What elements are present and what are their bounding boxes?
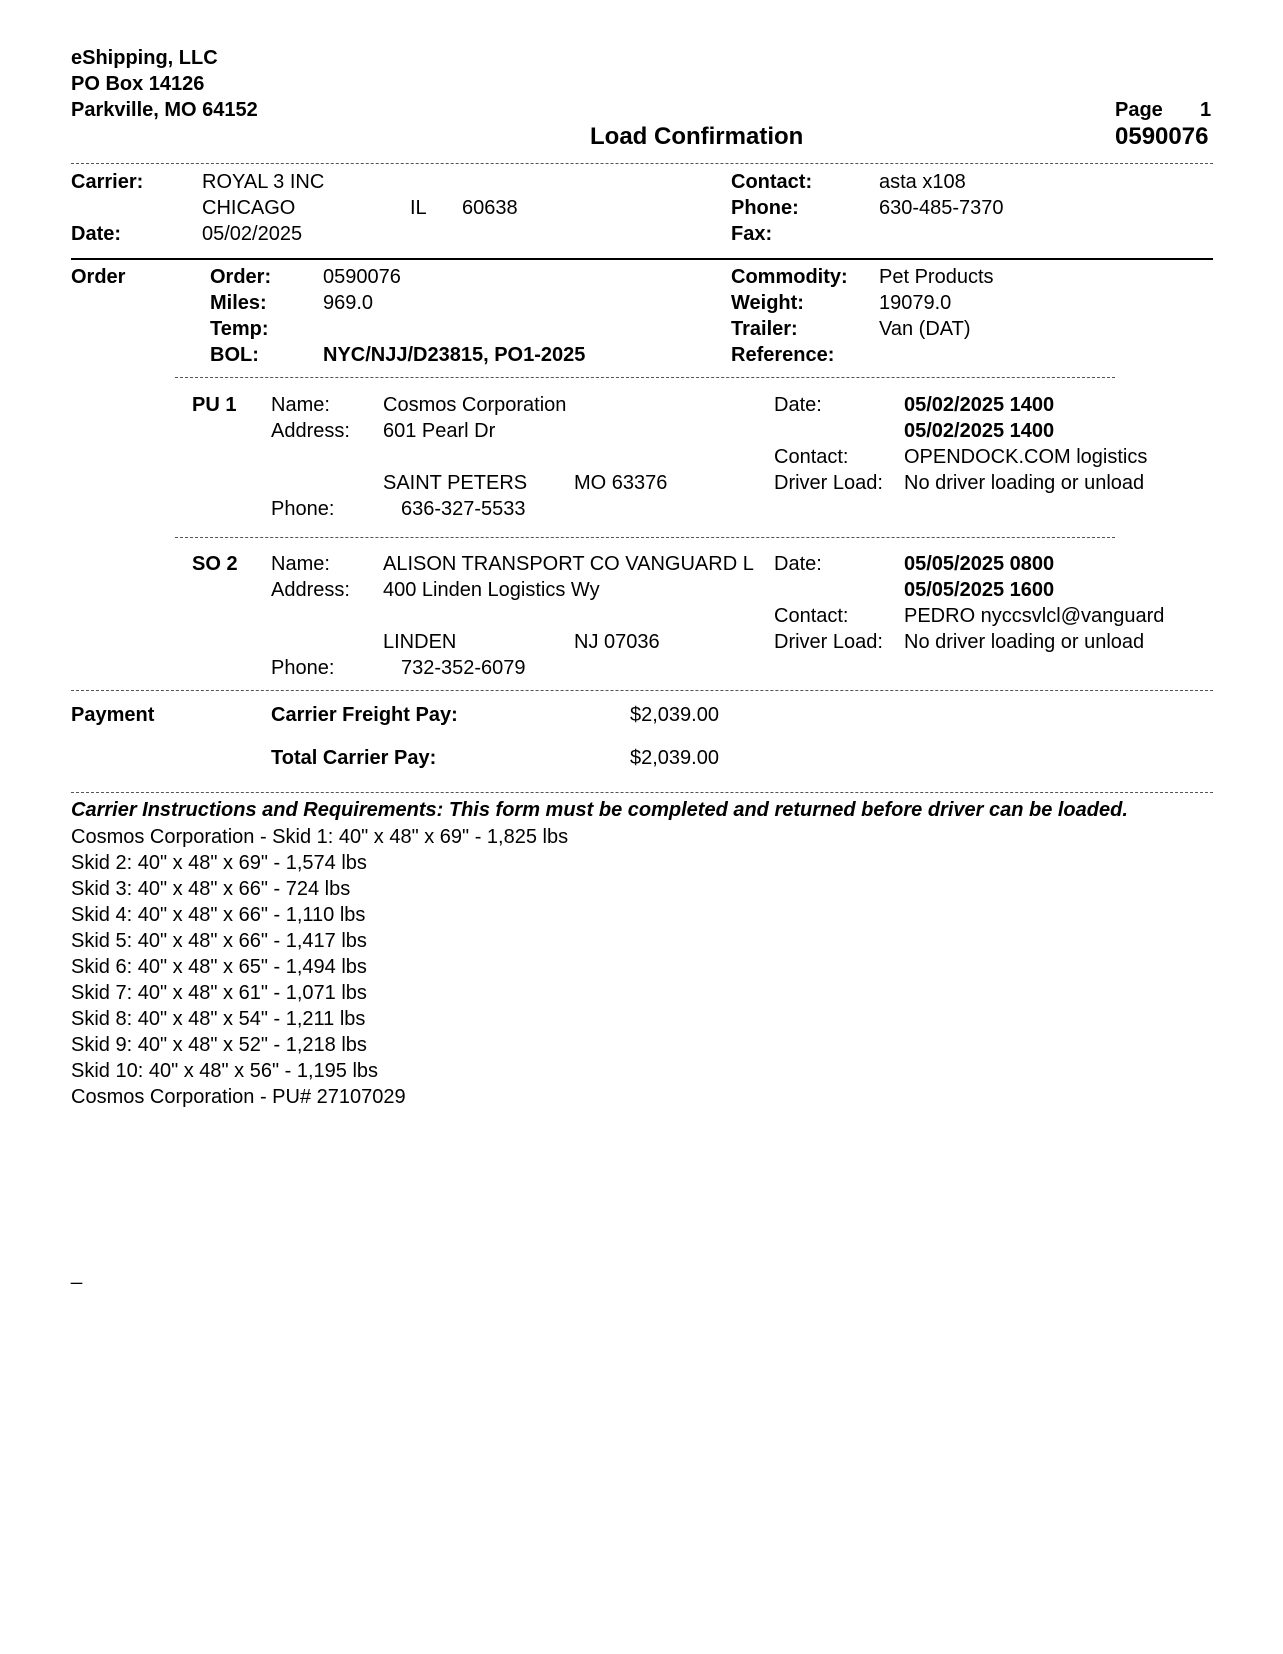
temp-label: Temp:	[210, 318, 269, 340]
instruction-line: Skid 3: 40" x 48" x 66" - 724 lbs	[71, 878, 351, 900]
instruction-line: Skid 2: 40" x 48" x 69" - 1,574 lbs	[71, 852, 367, 874]
instructions-list	[71, 824, 568, 1110]
stop-phone: 636-327-5533	[401, 498, 526, 520]
stop-driver-load-label: Driver Load:	[774, 631, 883, 653]
phone-label: Phone:	[731, 197, 799, 219]
stop-name-label: Name:	[271, 553, 330, 575]
stop-address-label: Address:	[271, 420, 350, 442]
weight-label: Weight:	[731, 292, 804, 314]
order-label: Order:	[210, 266, 272, 288]
instruction-line: Skid 8: 40" x 48" x 54" - 1,211 lbs	[71, 1008, 366, 1030]
instruction-line: Cosmos Corporation - Skid 1: 40" x 48" x 69" - 1,825 lbs	[71, 826, 569, 848]
commodity-value: Pet Products	[879, 266, 994, 288]
carrier-date: 05/02/2025	[202, 223, 303, 245]
carrier-state: IL	[410, 197, 427, 219]
total-pay-value: $2,039.00	[630, 747, 719, 769]
stop-name: ALISON TRANSPORT CO VANGUARD L	[383, 553, 754, 575]
instruction-line: Skid 9: 40" x 48" x 52" - 1,218 lbs	[71, 1034, 367, 1056]
freight-pay-label: Carrier Freight Pay:	[271, 704, 458, 726]
carrier-zip: 60638	[462, 197, 518, 219]
stop-address: 601 Pearl Dr	[383, 420, 496, 442]
order-value: 0590076	[323, 266, 401, 288]
payment-section-label: Payment	[71, 704, 155, 726]
stop-date-to: 05/02/2025 1400	[904, 420, 1055, 442]
divider	[71, 258, 1213, 260]
stop-date-label: Date:	[774, 553, 822, 575]
instruction-line: Skid 6: 40" x 48" x 65" - 1,494 lbs	[71, 956, 367, 978]
company-address-line1: PO Box 14126	[71, 73, 205, 95]
carrier-contact: asta x108	[879, 171, 966, 193]
stop-contact-label: Contact:	[774, 605, 849, 627]
freight-pay-value: $2,039.00	[630, 704, 719, 726]
stop-address: 400 Linden Logistics Wy	[383, 579, 600, 601]
stop-state-zip: NJ 07036	[574, 631, 660, 653]
instruction-line: Cosmos Corporation - PU# 27107029	[71, 1086, 406, 1108]
bol-value: NYC/NJJ/D23815, PO1-2025	[323, 344, 586, 366]
divider	[175, 537, 1115, 538]
stop-contact-label: Contact:	[774, 446, 849, 468]
stop-contact: OPENDOCK.COM logistics	[904, 446, 1148, 468]
divider	[71, 163, 1213, 164]
instruction-line: Skid 5: 40" x 48" x 66" - 1,417 lbs	[71, 930, 367, 952]
page-label: Page	[1115, 99, 1163, 121]
stop-date-from: 05/05/2025 0800	[904, 553, 1055, 575]
stop-date-to: 05/05/2025 1600	[904, 579, 1055, 601]
stop-phone-label: Phone:	[271, 498, 335, 520]
instructions-heading: Carrier Instructions and Requirements: This form must be completed and returned before driver can be loaded.	[71, 799, 1128, 821]
stop-contact: PEDRO nyccsvlcl@vanguard	[904, 605, 1165, 627]
divider	[71, 792, 1213, 793]
stop-name: Cosmos Corporation	[383, 394, 567, 416]
trailer-value: Van (DAT)	[879, 318, 971, 340]
stop-address-label: Address:	[271, 579, 350, 601]
company-name: eShipping, LLC	[71, 47, 218, 69]
company-address-line2: Parkville, MO 64152	[71, 99, 258, 121]
stop-driver-load: No driver loading or unload	[904, 631, 1145, 653]
instruction-line: Skid 7: 40" x 48" x 61" - 1,071 lbs	[71, 982, 367, 1004]
trailing-mark: _	[71, 1263, 83, 1285]
reference-label: Reference:	[731, 344, 835, 366]
miles-label: Miles:	[210, 292, 267, 314]
carrier-phone: 630-485-7370	[879, 197, 1004, 219]
order-number-header: 0590076	[1115, 123, 1209, 150]
commodity-label: Commodity:	[731, 266, 848, 288]
instruction-line: Skid 4: 40" x 48" x 66" - 1,110 lbs	[71, 904, 366, 926]
stop-phone: 732-352-6079	[401, 657, 526, 679]
carrier-label: Carrier:	[71, 171, 144, 193]
divider	[71, 690, 1213, 691]
bol-label: BOL:	[210, 344, 259, 366]
miles-value: 969.0	[323, 292, 374, 314]
stop-phone-label: Phone:	[271, 657, 335, 679]
stop-date-from: 05/02/2025 1400	[904, 394, 1055, 416]
trailer-label: Trailer:	[731, 318, 798, 340]
stop-code: PU 1	[192, 394, 237, 416]
stop-date-label: Date:	[774, 394, 822, 416]
total-pay-label: Total Carrier Pay:	[271, 747, 437, 769]
divider	[175, 377, 1115, 378]
stop-code: SO 2	[192, 553, 238, 575]
page-number: 1	[1200, 99, 1212, 121]
stop-city: LINDEN	[383, 631, 457, 653]
contact-label: Contact:	[731, 171, 813, 193]
stop-city: SAINT PETERS	[383, 472, 528, 494]
fax-label: Fax:	[731, 223, 773, 245]
date-label: Date:	[71, 223, 122, 245]
instruction-line: Skid 10: 40" x 48" x 56" - 1,195 lbs	[71, 1060, 379, 1082]
page-title: Load Confirmation	[590, 123, 804, 150]
weight-value: 19079.0	[879, 292, 952, 314]
carrier-name: ROYAL 3 INC	[202, 171, 325, 193]
stop-state-zip: MO 63376	[574, 472, 668, 494]
stop-name-label: Name:	[271, 394, 330, 416]
stop-driver-load: No driver loading or unload	[904, 472, 1145, 494]
stop-driver-load-label: Driver Load:	[774, 472, 883, 494]
order-section-label: Order	[71, 266, 126, 288]
carrier-city: CHICAGO	[202, 197, 296, 219]
